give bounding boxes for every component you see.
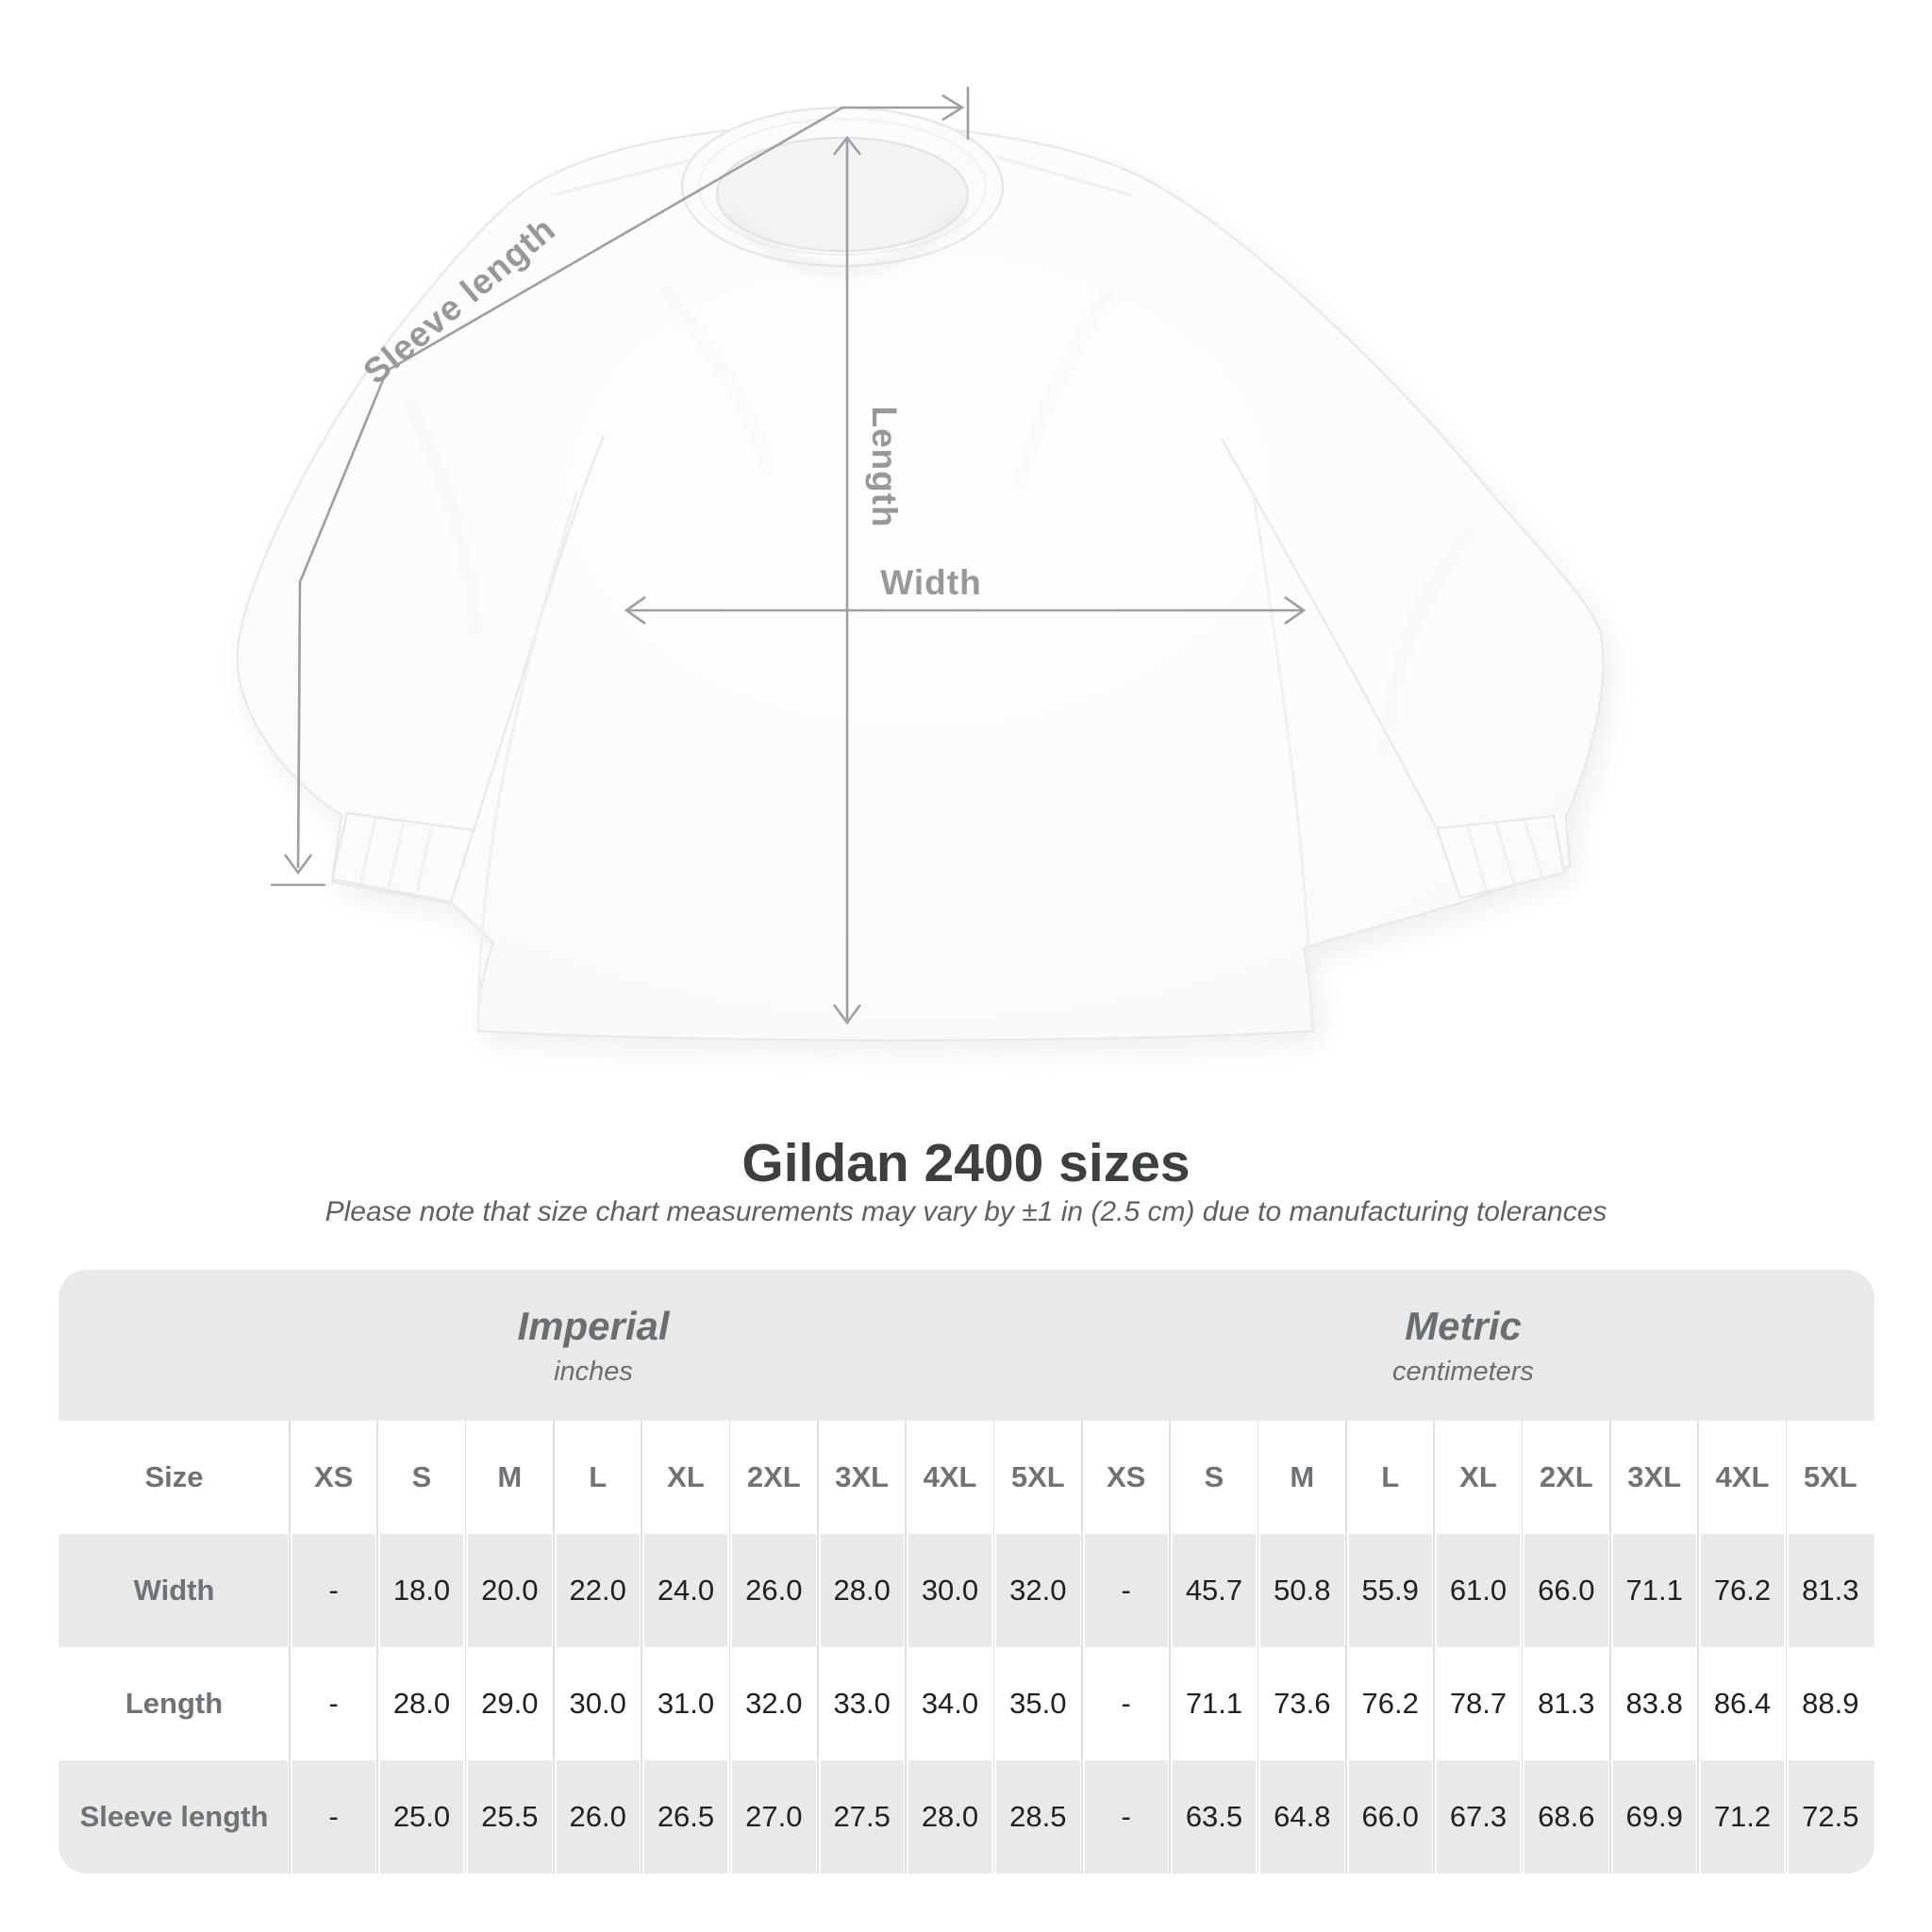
size-header-cell: 2XL (1539, 1460, 1593, 1493)
size-header-cell: 3XL (1627, 1460, 1682, 1493)
column-separator (1168, 1421, 1173, 1874)
value-cell: 76.2 (1361, 1687, 1419, 1720)
value-cell: 50.8 (1274, 1574, 1331, 1607)
column-separator (904, 1421, 908, 1874)
value-cell: 63.5 (1185, 1800, 1243, 1833)
value-cell: 28.0 (921, 1800, 979, 1833)
size-header-cell: M (1290, 1460, 1315, 1493)
value-cell: 26.0 (569, 1800, 626, 1833)
size-header-row (58, 1421, 1874, 1534)
size-header-cell: 4XL (923, 1460, 977, 1493)
size-header-cell: S (1204, 1460, 1224, 1493)
row-label: Width (133, 1574, 215, 1607)
size-header-cell: XL (667, 1460, 705, 1493)
size-col-header: Size (144, 1460, 204, 1493)
value-cell: 73.6 (1274, 1687, 1331, 1720)
length-label: Length (865, 406, 904, 528)
imperial-header (310, 1270, 876, 1421)
value-cell: 66.0 (1538, 1574, 1595, 1607)
value-cell: 71.1 (1185, 1687, 1243, 1720)
column-separator (375, 1421, 380, 1874)
size-header-cell: M (497, 1460, 523, 1493)
value-cell: 26.0 (745, 1574, 803, 1607)
value-cell: - (328, 1687, 339, 1720)
value-cell: 88.9 (1802, 1687, 1859, 1720)
value-cell: 71.1 (1625, 1574, 1683, 1607)
value-cell: 24.0 (657, 1574, 715, 1607)
size-header-cell: L (589, 1460, 608, 1493)
value-cell: 69.9 (1625, 1800, 1683, 1833)
column-separator (1080, 1421, 1085, 1874)
value-cell: - (1121, 1687, 1131, 1720)
size-header-cell: XS (1106, 1460, 1146, 1493)
column-separator (1520, 1421, 1524, 1874)
value-cell: 25.5 (481, 1800, 539, 1833)
column-separator (1608, 1421, 1613, 1874)
value-cell: 22.0 (569, 1574, 626, 1607)
column-separator (727, 1421, 732, 1874)
table-row-sleeve-length (58, 1760, 1874, 1874)
column-separator (288, 1421, 292, 1874)
value-cell: 83.8 (1625, 1687, 1683, 1720)
value-cell: 35.0 (1009, 1687, 1067, 1720)
value-cell: 81.3 (1538, 1687, 1595, 1720)
width-label: Width (880, 563, 982, 602)
column-separator (640, 1421, 644, 1874)
value-cell: 32.0 (745, 1687, 803, 1720)
size-header-cell: 5XL (1803, 1460, 1857, 1493)
column-separator (991, 1421, 996, 1874)
size-header-cell: XS (313, 1460, 354, 1493)
row-label: Sleeve length (79, 1800, 269, 1833)
value-cell: 76.2 (1713, 1574, 1772, 1607)
value-cell: 29.0 (481, 1687, 539, 1720)
value-cell: 27.5 (833, 1800, 891, 1833)
value-cell: 18.0 (392, 1574, 451, 1607)
size-header-cell: XL (1459, 1460, 1497, 1493)
value-cell: - (1121, 1574, 1131, 1607)
value-cell: 32.0 (1009, 1574, 1067, 1607)
value-cell: 20.0 (481, 1574, 539, 1607)
column-separator (1696, 1421, 1701, 1874)
column-separator (1432, 1421, 1437, 1874)
value-cell: 30.0 (569, 1687, 626, 1720)
value-cell: 81.3 (1802, 1574, 1859, 1607)
value-cell: 25.0 (392, 1800, 451, 1833)
value-cell: 71.2 (1713, 1800, 1772, 1833)
column-separator (1784, 1421, 1789, 1874)
size-header-cell: 3XL (835, 1460, 890, 1493)
value-cell: 27.0 (745, 1800, 803, 1833)
value-cell: 55.9 (1361, 1574, 1419, 1607)
value-cell: 68.6 (1538, 1800, 1595, 1833)
table-row-width (58, 1534, 1874, 1647)
value-cell: 64.8 (1274, 1800, 1331, 1833)
value-cell: 78.7 (1449, 1687, 1507, 1720)
page-title: Gildan 2400 sizes (741, 1133, 1191, 1193)
column-separator (816, 1421, 821, 1874)
value-cell: 34.0 (921, 1687, 979, 1720)
size-table (58, 1270, 1874, 1874)
size-header-cell: L (1381, 1460, 1400, 1493)
value-cell: 28.0 (392, 1687, 451, 1720)
value-cell: 61.0 (1449, 1574, 1507, 1607)
value-cell: 28.5 (1009, 1800, 1067, 1833)
row-label: Length (125, 1687, 224, 1720)
metric-header (1180, 1270, 1746, 1421)
value-cell: 72.5 (1802, 1800, 1859, 1833)
value-cell: 31.0 (657, 1687, 715, 1720)
column-separator (552, 1421, 557, 1874)
value-cell: 45.7 (1185, 1574, 1243, 1607)
metric-title: Metric (1405, 1303, 1522, 1348)
value-cell: - (328, 1574, 339, 1607)
sleeve-length-label: Sleeve length (356, 208, 563, 391)
size-header-cell: 2XL (746, 1460, 801, 1493)
column-separator (1256, 1421, 1260, 1874)
value-cell: 67.3 (1449, 1800, 1507, 1833)
size-header-cell: 5XL (1010, 1460, 1065, 1493)
value-cell: 26.5 (657, 1800, 715, 1833)
table-row-length (58, 1647, 1874, 1760)
column-separator (463, 1421, 468, 1874)
metric-unit: centimeters (1392, 1356, 1534, 1387)
value-cell: 33.0 (833, 1687, 891, 1720)
value-cell: - (328, 1800, 339, 1833)
imperial-unit: inches (554, 1356, 633, 1387)
imperial-title: Imperial (517, 1303, 670, 1348)
unit-header-band (58, 1270, 1874, 1421)
size-header-cell: S (411, 1460, 432, 1493)
column-separator (1344, 1421, 1349, 1874)
value-cell: 66.0 (1361, 1800, 1419, 1833)
page-subtitle: Please note that size chart measurements may vary by ±1 in (2.5 cm) due to manufacturing tolerances (325, 1196, 1607, 1227)
value-cell: - (1121, 1800, 1131, 1833)
size-header-cell: 4XL (1715, 1460, 1770, 1493)
value-cell: 86.4 (1713, 1687, 1772, 1720)
value-cell: 30.0 (921, 1574, 979, 1607)
value-cell: 28.0 (833, 1574, 891, 1607)
